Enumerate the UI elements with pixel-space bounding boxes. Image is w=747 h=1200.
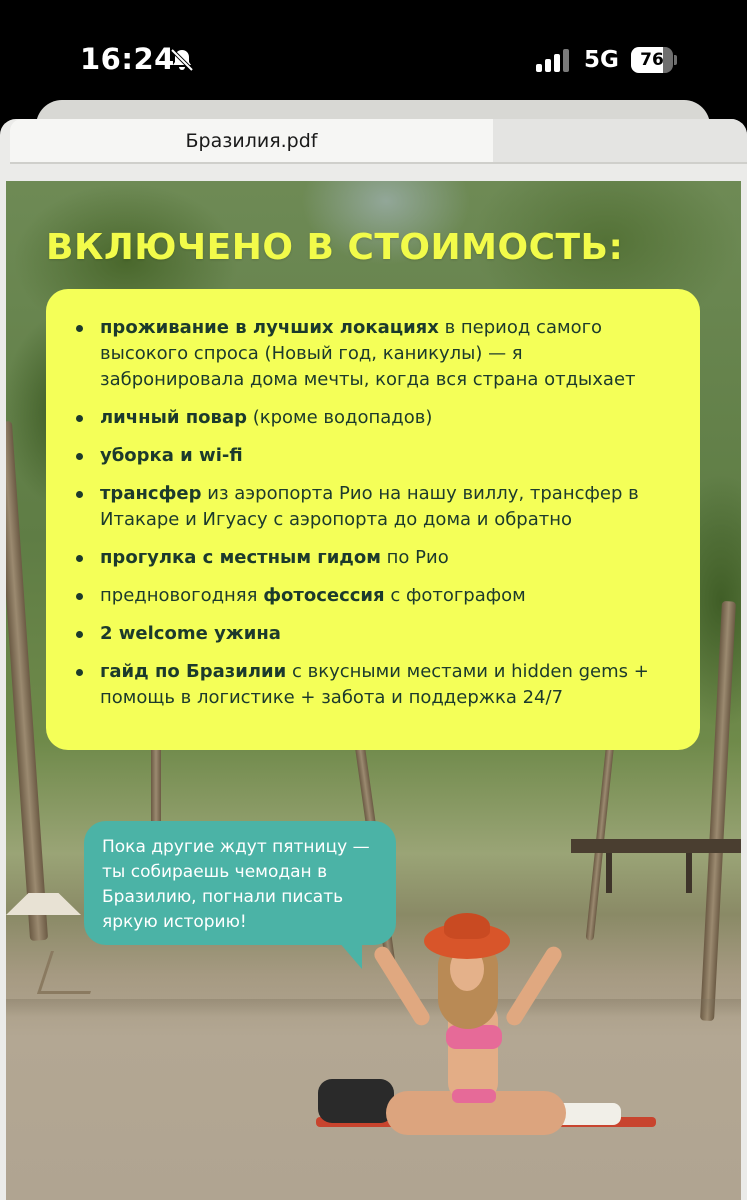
backpack xyxy=(318,1079,394,1123)
list-item-text: в период самого высокого спроса (Новый год, каникулы) — я забронировала дома мечты, когда вся страна отдыхает xyxy=(100,317,636,390)
tab-document[interactable]: Бразилия.pdf xyxy=(10,119,493,162)
list-item xyxy=(100,481,672,533)
woman-photo xyxy=(386,921,596,1151)
list-item-text: из аэропорта Рио на нашу виллу, трансфер в Итакаре и Игуасу с аэропорта до дома и обратно xyxy=(100,483,639,530)
list-item xyxy=(100,659,672,711)
page-headline: ВКЛЮЧЕНО В СТОИМОСТЬ: xyxy=(46,227,624,268)
list-item-bold: личный повар xyxy=(100,407,247,428)
list-item-bold: 2 welcome ужина xyxy=(100,623,281,644)
beach-umbrella xyxy=(6,893,81,915)
list-item-bold: прогулка с местным гидом xyxy=(100,547,381,568)
network-type: 5G xyxy=(584,47,619,73)
list-item-bold: уборка и wi-fi xyxy=(100,445,243,466)
deck-leg xyxy=(686,853,692,893)
shoreline xyxy=(6,999,741,1017)
included-list xyxy=(100,315,672,711)
pdf-viewer xyxy=(0,119,747,1200)
list-item-text: (кроме водопадов) xyxy=(246,407,433,428)
battery-percent: 76 xyxy=(640,50,664,70)
list-item-text: с фотографом xyxy=(384,585,526,606)
list-item-bold: трансфер xyxy=(100,483,202,504)
tab-bar xyxy=(0,119,747,162)
list-item xyxy=(100,545,672,571)
list-item-bold: проживание в лучших локациях xyxy=(100,317,439,338)
speech-bubble: Пока другие ждут пятницу — ты собираешь чемодан в Бразилию, погнали писать яркую историю! xyxy=(84,821,396,945)
wooden-deck xyxy=(571,839,741,853)
list-item-bold: гайд по Бразилии xyxy=(100,661,287,682)
list-item-text: с вкусными местами и hidden gems + помощь в логистике + забота и поддержка 24/7 xyxy=(100,661,649,708)
speech-bubble-tail xyxy=(338,941,362,969)
bell-slash-icon xyxy=(168,46,196,74)
status-bar xyxy=(0,0,747,112)
battery-icon xyxy=(631,47,677,73)
list-item xyxy=(100,583,672,609)
list-item xyxy=(100,443,672,469)
list-item xyxy=(100,405,672,431)
divider xyxy=(10,162,747,164)
status-time: 16:24 xyxy=(80,42,175,76)
list-item xyxy=(100,315,672,393)
palm-trunk xyxy=(6,421,48,941)
list-item-bold: фотосессия xyxy=(263,585,385,606)
cellular-signal-icon xyxy=(536,48,572,74)
beach-chair xyxy=(37,951,104,994)
tab-bar-empty xyxy=(493,119,747,162)
included-card xyxy=(46,289,700,750)
palm-trunk xyxy=(700,601,736,1021)
list-item xyxy=(100,621,672,647)
deck-leg xyxy=(606,853,612,893)
list-item-text: по Рио xyxy=(380,547,449,568)
list-item-text: предновогодняя xyxy=(100,585,264,606)
pdf-page xyxy=(6,181,741,1200)
